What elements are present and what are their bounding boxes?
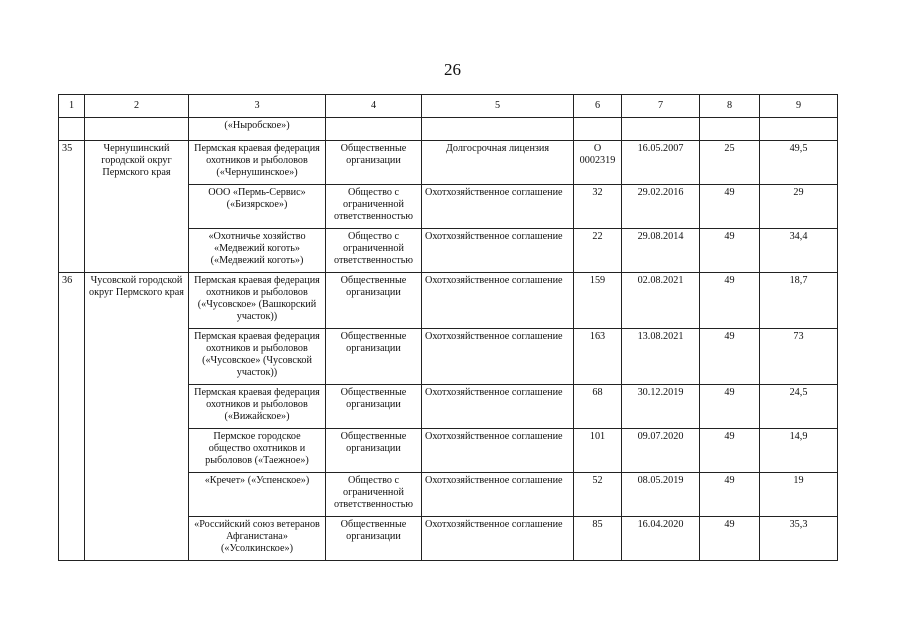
- area-cell: 34,4: [760, 229, 838, 273]
- area-cell: 19: [760, 473, 838, 517]
- form-cell: Общественные организации: [326, 141, 422, 185]
- user-cell: «Российский союз ветеранов Афганистана» («Усолкинское»): [189, 517, 326, 561]
- form-cell: Общество с ограниченной ответственностью: [326, 185, 422, 229]
- continuation-row: [59, 118, 838, 141]
- form-cell: Общество с ограниченной ответственностью: [326, 473, 422, 517]
- term-cell: 49: [700, 429, 760, 473]
- area-cell: 73: [760, 329, 838, 385]
- doc-type-cell: Охотхозяйственное соглашение: [422, 329, 574, 385]
- hunting-grounds-table: [58, 94, 838, 561]
- doc-number-cell: 32: [574, 185, 622, 229]
- doc-type-cell: Охотхозяйственное соглашение: [422, 229, 574, 273]
- column-header: 2: [85, 95, 189, 118]
- user-cell: Пермская краевая федерация охотников и рыболовов («Чусовское» (Чусовской участок)): [189, 329, 326, 385]
- area-cell: 18,7: [760, 273, 838, 329]
- doc-type-cell: Долгосрочная лицензия: [422, 141, 574, 185]
- user-cell: Пермская краевая федерация охотников и рыболовов («Чернушинское»): [189, 141, 326, 185]
- user-cell: («Ныробское»): [189, 118, 326, 141]
- user-cell: ООО «Пермь-Сервис» («Бизярское»): [189, 185, 326, 229]
- column-number-row: [59, 95, 838, 118]
- area-cell: 14,9: [760, 429, 838, 473]
- term-cell: 49: [700, 229, 760, 273]
- column-header: 3: [189, 95, 326, 118]
- form-cell: Общественные организации: [326, 329, 422, 385]
- table-row: [59, 273, 838, 329]
- date-cell: 16.04.2020: [622, 517, 700, 561]
- doc-number-cell: 163: [574, 329, 622, 385]
- district-number: 35: [59, 141, 85, 273]
- user-cell: Пермская краевая федерация охотников и рыболовов («Чусовское» (Вашкорский участок)): [189, 273, 326, 329]
- term-cell: 49: [700, 517, 760, 561]
- district-name: Чусовской городской округ Пермского края: [85, 273, 189, 561]
- date-cell: 30.12.2019: [622, 385, 700, 429]
- column-header: 9: [760, 95, 838, 118]
- column-header: 8: [700, 95, 760, 118]
- area-cell: 35,3: [760, 517, 838, 561]
- doc-number-cell: 52: [574, 473, 622, 517]
- page-number: 26: [444, 60, 461, 79]
- date-cell: 29.08.2014: [622, 229, 700, 273]
- form-cell: Общественные организации: [326, 385, 422, 429]
- area-cell: 29: [760, 185, 838, 229]
- column-header: 7: [622, 95, 700, 118]
- doc-type-cell: Охотхозяйственное соглашение: [422, 473, 574, 517]
- doc-number-cell: 85: [574, 517, 622, 561]
- date-cell: 02.08.2021: [622, 273, 700, 329]
- date-cell: 09.07.2020: [622, 429, 700, 473]
- term-cell: 49: [700, 185, 760, 229]
- user-cell: «Охотничье хозяйство «Медвежий коготь» («Медвежий коготь»): [189, 229, 326, 273]
- doc-number-cell: 22: [574, 229, 622, 273]
- date-cell: 13.08.2021: [622, 329, 700, 385]
- column-header: 5: [422, 95, 574, 118]
- form-cell: Общество с ограниченной ответственностью: [326, 229, 422, 273]
- area-cell: 49,5: [760, 141, 838, 185]
- doc-number-cell: 68: [574, 385, 622, 429]
- doc-type-cell: Охотхозяйственное соглашение: [422, 429, 574, 473]
- table-row: [59, 141, 838, 185]
- column-header: 4: [326, 95, 422, 118]
- doc-type-cell: Охотхозяйственное соглашение: [422, 385, 574, 429]
- form-cell: Общественные организации: [326, 429, 422, 473]
- user-cell: Пермское городское общество охотников и рыболовов («Таежное»): [189, 429, 326, 473]
- term-cell: 49: [700, 385, 760, 429]
- term-cell: 49: [700, 273, 760, 329]
- district-number: 36: [59, 273, 85, 561]
- user-cell: «Кречет» («Успенское»): [189, 473, 326, 517]
- doc-type-cell: Охотхозяйственное соглашение: [422, 517, 574, 561]
- date-cell: 16.05.2007: [622, 141, 700, 185]
- area-cell: 24,5: [760, 385, 838, 429]
- doc-number-cell: 159: [574, 273, 622, 329]
- doc-type-cell: Охотхозяйственное соглашение: [422, 273, 574, 329]
- column-header: 1: [59, 95, 85, 118]
- form-cell: Общественные организации: [326, 273, 422, 329]
- column-header: 6: [574, 95, 622, 118]
- term-cell: 49: [700, 473, 760, 517]
- doc-number-cell: 101: [574, 429, 622, 473]
- doc-type-cell: Охотхозяйственное соглашение: [422, 185, 574, 229]
- form-cell: Общественные организации: [326, 517, 422, 561]
- user-cell: Пермская краевая федерация охотников и рыболовов («Вижайское»): [189, 385, 326, 429]
- date-cell: 29.02.2016: [622, 185, 700, 229]
- doc-number-cell: О 0002319: [574, 141, 622, 185]
- term-cell: 49: [700, 329, 760, 385]
- district-name: Чернушинский городской округ Пермского края: [85, 141, 189, 273]
- date-cell: 08.05.2019: [622, 473, 700, 517]
- term-cell: 25: [700, 141, 760, 185]
